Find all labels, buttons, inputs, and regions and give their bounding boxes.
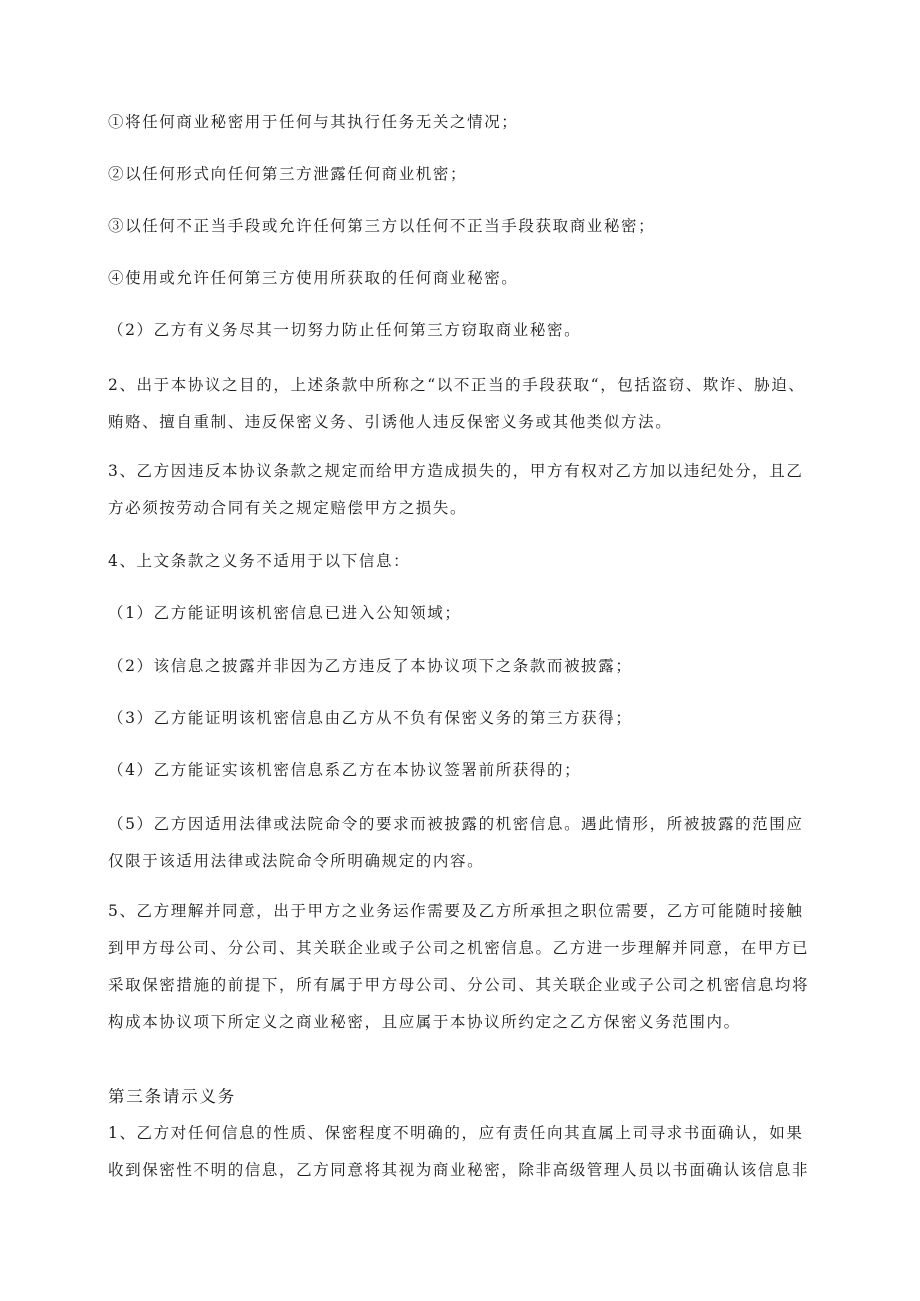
- exception-item-3: （3）乙方能证明该机密信息由乙方从不负有保密义务的第三方获得；: [108, 709, 633, 727]
- exception-item-5: （5）乙方因适用法律或法院命令的要求而被披露的机密信息。遇此情形，所被披露的范围应仅限于该适用法律或法院命令所明确规定的内容。: [108, 815, 804, 870]
- clause-item-1: ①将任何商业秘密用于任何与其执行任务无关之情况；: [108, 113, 519, 131]
- section-heading: 第三条请示义务: [108, 1087, 237, 1106]
- clause-3: 3、乙方因违反本协议条款之规定而给甲方造成损失的，甲方有权对乙方加以违纪处分，且乙方必须按劳动合同有关之规定赔偿甲方之损失。: [108, 462, 804, 517]
- exception-item-4: （4）乙方能证实该机密信息系乙方在本协议签署前所获得的；: [108, 761, 582, 779]
- exception-item-2: （2）该信息之披露并非因为乙方违反了本协议项下之条款而被披露；: [108, 657, 633, 675]
- clause-2: 2、出于本协议之目的，上述条款中所称之“以不正当的手段获取“，包括盗窃、欺诈、胁迫、贿赂、擅自重制、违反保密义务、引诱他人违反保密义务或其他类似方法。: [108, 376, 806, 431]
- clause-item-3: ③以任何不正当手段或允许任何第三方以任何不正当手段获取商业秘密；: [108, 217, 656, 235]
- exception-item-1: （1）乙方能证明该机密信息已进入公知领域；: [108, 604, 462, 622]
- clause-4: 4、上文条款之义务不适用于以下信息：: [108, 552, 411, 570]
- section-paragraph: 1、乙方对任何信息的性质、保密程度不明确的，应有责任向其直属上司寻求书面确认，如果收到保密性不明的信息，乙方同意将其视为商业秘密，除非高级管理人员以书面确认该信息非: [108, 1124, 810, 1179]
- clause-item-2: ②以任何形式向任何第三方泄露任何商业机密；: [108, 165, 468, 183]
- clause-item-4: ④使用或允许任何第三方使用所获取的任何商业秘密。: [108, 269, 519, 287]
- clause-5: 5、乙方理解并同意，出于甲方之业务运作需要及乙方所承担之职位需要，乙方可能随时接触到甲方母公司、分公司、其关联企业或子公司之机密信息。乙方进一步理解并同意，在甲方已采取保密措施的前提下，所有属于甲方母公司、分公司、其关联企业或子公司之机密信息均将构成本协议项下所定义之商业秘密，且应属于本协议所约定之乙方保密义务范围内。: [108, 902, 810, 1031]
- clause-sub-2: （2）乙方有义务尽其一切努力防止任何第三方窃取商业秘密。: [108, 321, 582, 339]
